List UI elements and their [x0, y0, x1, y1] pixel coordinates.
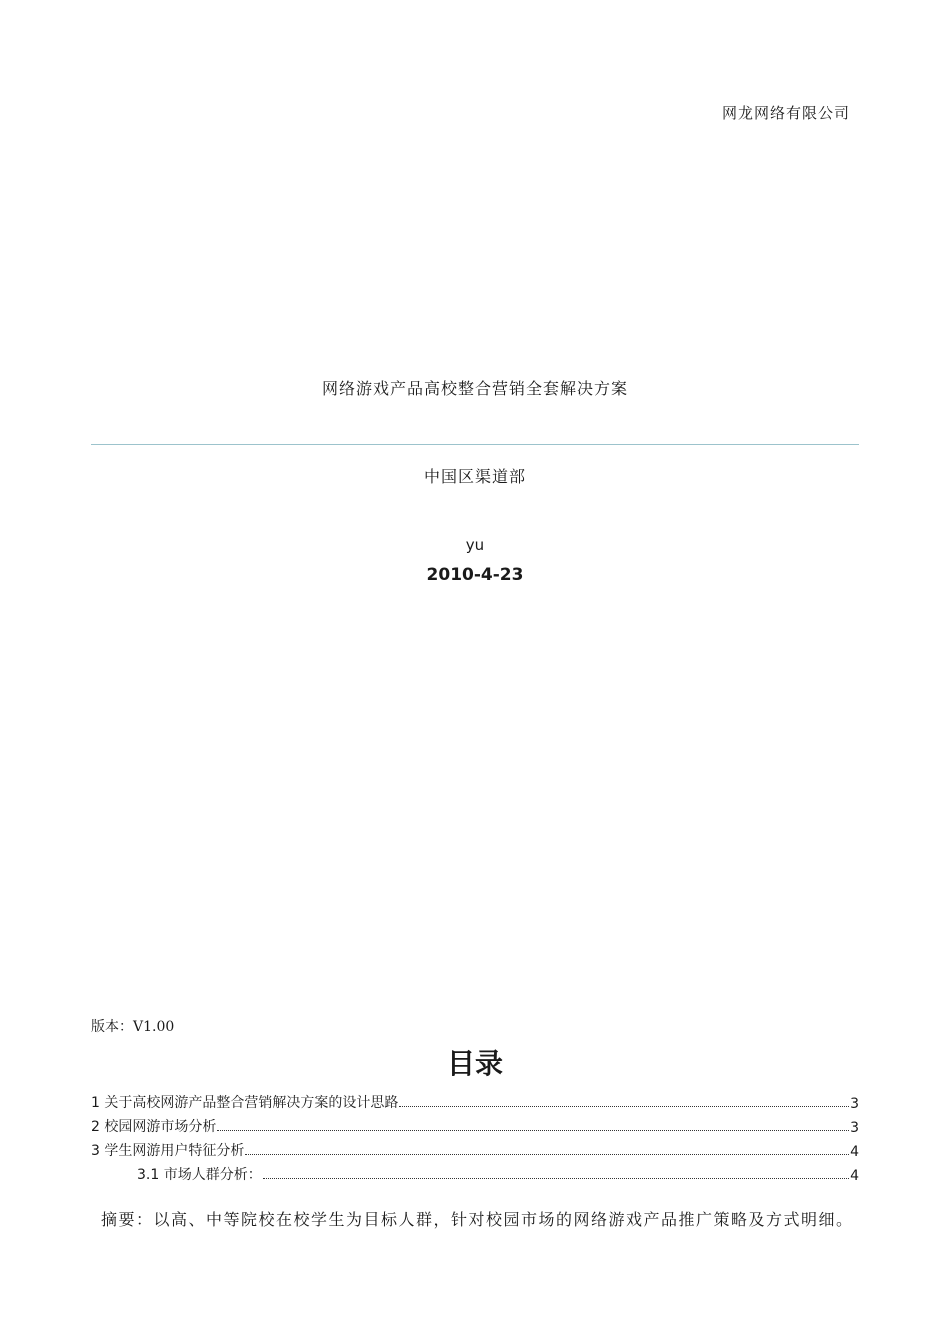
toc-entry[interactable] [91, 1160, 859, 1184]
author-name: yu [465, 536, 485, 554]
abstract-paragraph: 摘要：以高、中等院校在校学生为目标人群，针对校园市场的网络游戏产品推广策略及方式明细。 [101, 1210, 854, 1229]
toc-entry[interactable] [91, 1088, 859, 1112]
toc-leader-dots [245, 1153, 849, 1155]
toc-entry-label: 2 校园网游市场分析 [91, 1119, 217, 1135]
toc-entry[interactable] [91, 1136, 859, 1160]
version-label: 版本：V1.00 [91, 1019, 175, 1035]
document-date: 2010-4-23 [426, 565, 524, 585]
toc-entry-page: 3 [850, 1096, 859, 1112]
toc-entry-page: 4 [850, 1168, 859, 1184]
title-divider [91, 444, 859, 445]
document-title: 网络游戏产品高校整合营销全套解决方案 [321, 379, 628, 398]
toc-leader-dots [263, 1177, 849, 1179]
toc-entry-label: 1 关于高校网游产品整合营销解决方案的设计思路 [91, 1095, 399, 1111]
company-name: 网龙网络有限公司 [721, 104, 850, 122]
department-name: 中国区渠道部 [423, 467, 526, 486]
toc-leader-dots [399, 1105, 849, 1107]
toc-entry-label: 3.1 市场人群分析： [137, 1167, 262, 1183]
toc-heading: 目录 [446, 1047, 503, 1080]
toc-leader-dots [217, 1129, 849, 1131]
table-of-contents [91, 1088, 859, 1184]
toc-entry-page: 4 [850, 1144, 859, 1160]
toc-entry-label: 3 学生网游用户特征分析 [91, 1143, 245, 1159]
toc-entry-page: 3 [850, 1120, 859, 1136]
toc-entry[interactable] [91, 1112, 859, 1136]
